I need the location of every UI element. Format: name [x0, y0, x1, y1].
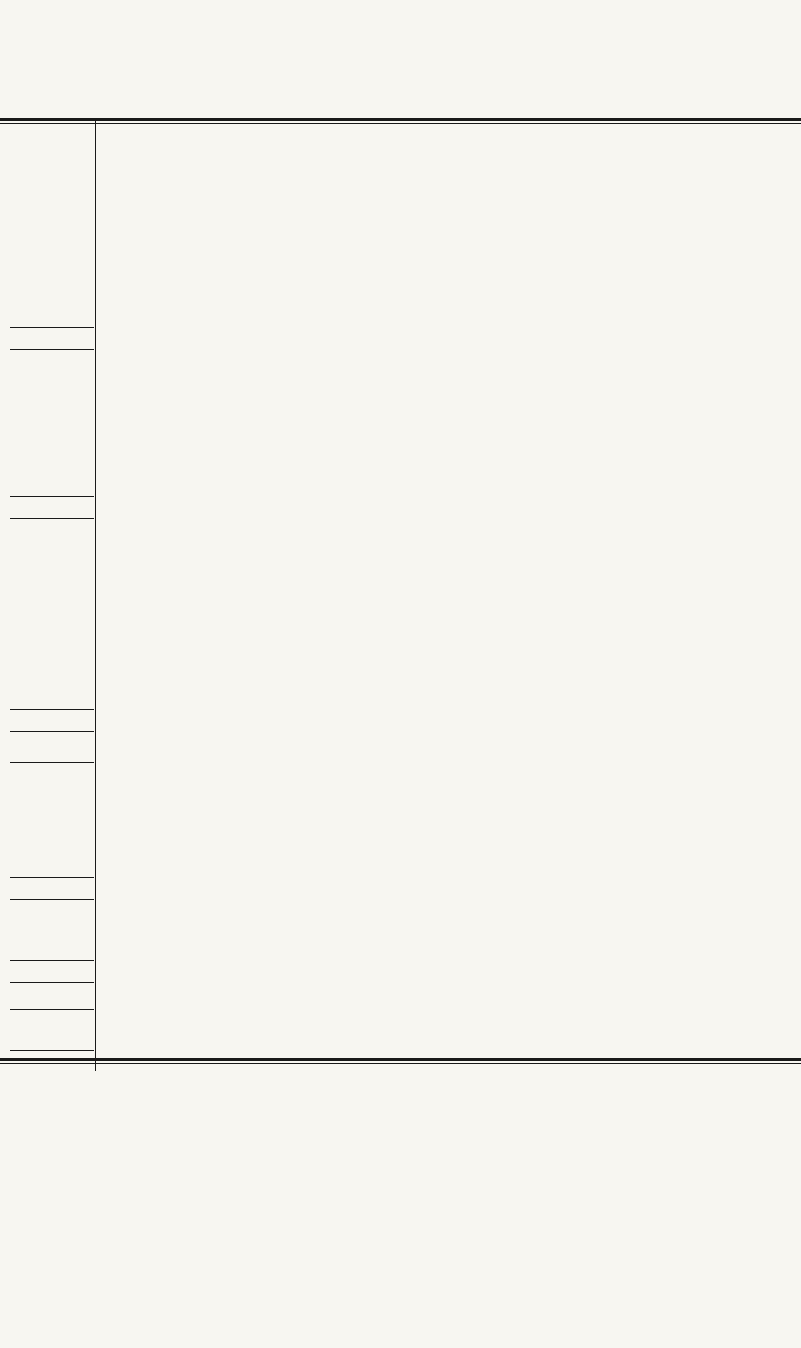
left-rule — [10, 762, 94, 763]
left-rule — [10, 1009, 94, 1010]
column-divider — [95, 121, 96, 1071]
left-rule — [10, 877, 94, 878]
bottom-rule — [0, 1058, 801, 1061]
left-rule — [10, 731, 94, 732]
left-rule — [10, 960, 94, 961]
left-rule — [10, 496, 94, 497]
left-rule — [10, 982, 94, 983]
bottom-rule-thin — [0, 1063, 801, 1064]
left-rule — [10, 518, 94, 519]
left-rule — [10, 899, 94, 900]
left-rule — [10, 1050, 94, 1051]
left-rule — [10, 349, 94, 350]
top-rule-thin — [0, 123, 801, 124]
top-rule — [0, 118, 801, 121]
left-rule — [10, 327, 94, 328]
left-rule — [10, 709, 94, 710]
